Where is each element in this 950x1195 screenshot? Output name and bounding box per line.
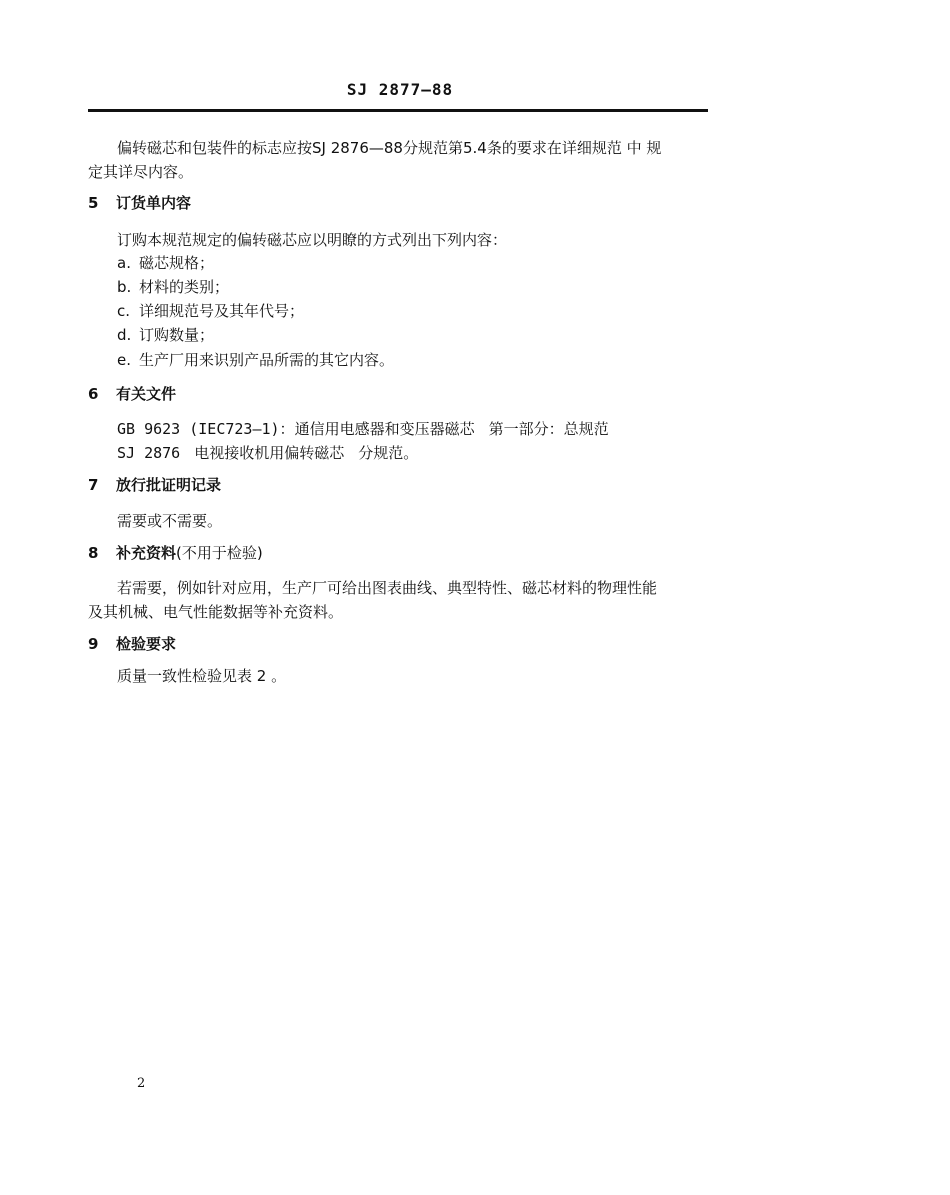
reference-1-title: 通信用电感器和变压器磁芯: [294, 420, 475, 438]
page-number: 2: [137, 1076, 146, 1091]
section-9-body: 质量一致性检验见表 2 。: [117, 667, 287, 685]
section-8-number: 8: [88, 544, 99, 562]
section-5-title: 订货单内容: [116, 194, 192, 212]
section-8-body-line-1: [88, 576, 714, 600]
section-7-title: 放行批证明记录: [116, 476, 222, 494]
section-5-intro: 订购本规范规定的偏转磁芯应以明瞭的方式列出下列内容：: [117, 231, 508, 249]
list-label: a.: [117, 254, 131, 272]
section-5-heading: [88, 191, 714, 215]
section-6-title: 有关文件: [116, 385, 177, 403]
marking-paragraph-line-1: [88, 136, 714, 160]
section-8-body-text-1: 若需要，例如针对应用，生产厂可给出图表曲线、典型特性、磁芯材料的物理性能: [117, 579, 658, 597]
marking-text-line-1: 偏转磁芯和包装件的标志应按SJ 2876—88分规范第5.4条的要求在详细规范 中 规: [117, 139, 662, 157]
section-7-number: 7: [88, 476, 99, 494]
section-5-item-e: [117, 348, 743, 372]
section-7-body: 需要或不需要。: [117, 512, 223, 530]
section-9-heading: [88, 632, 714, 656]
list-text: 生产厂用来识别产品所需的其它内容。: [139, 351, 395, 369]
section-8-heading: [88, 541, 714, 565]
list-label: c.: [117, 302, 131, 320]
reference-2-part: 分规范。: [358, 444, 419, 462]
reference-2-title: 电视接收机用偏转磁芯: [194, 444, 345, 462]
section-8-title-note: (不用于检验): [176, 544, 263, 562]
section-5-item-c: [117, 299, 743, 323]
marking-paragraph-line-2: 定其详尽内容。: [88, 163, 194, 181]
section-5-item-d: [117, 323, 743, 347]
reference-1: [117, 417, 743, 441]
list-label: b.: [117, 278, 132, 296]
section-9-title: 检验要求: [116, 635, 177, 653]
list-label: d.: [117, 326, 132, 344]
list-text: 详细规范号及其年代号；: [139, 302, 305, 320]
document-code: SJ 2877—88: [346, 80, 454, 99]
list-text: 材料的类别；: [139, 278, 230, 296]
reference-2: [117, 441, 743, 465]
reference-2-code: SJ 2876: [117, 444, 181, 462]
section-9-number: 9: [88, 635, 99, 653]
section-5-item-b: [117, 275, 743, 299]
section-5-number: 5: [88, 194, 99, 212]
header-rule: [88, 109, 708, 112]
section-5-item-a: [117, 251, 743, 275]
list-text: 磁芯规格；: [139, 254, 215, 272]
section-7-heading: [88, 473, 714, 497]
section-6-number: 6: [88, 385, 99, 403]
list-label: e.: [117, 351, 131, 369]
list-text: 订购数量；: [139, 326, 215, 344]
section-6-heading: [88, 382, 714, 406]
section-8-body-line-2: 及其机械、电气性能数据等补充资料。: [88, 603, 344, 621]
reference-1-part: 第一部分：总规范: [488, 420, 609, 438]
reference-1-code: GB 9623 (IEC723—1)：: [117, 420, 295, 438]
section-8-title: 补充资料: [116, 544, 177, 562]
